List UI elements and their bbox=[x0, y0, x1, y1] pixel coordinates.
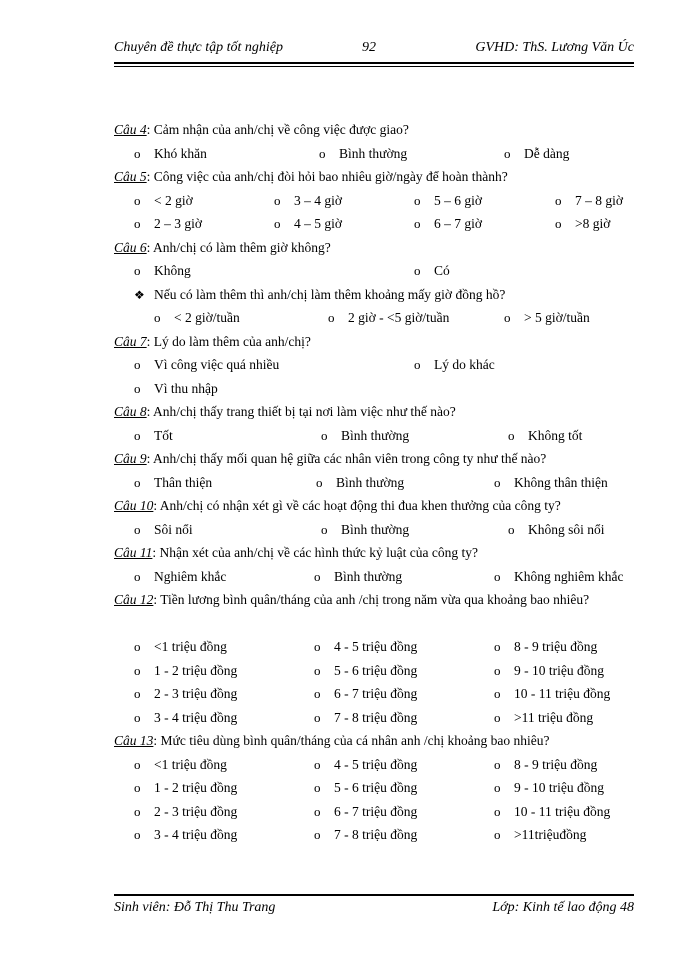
option[interactable]: o Bình thường bbox=[314, 565, 402, 589]
question-label: Câu 9 bbox=[114, 451, 147, 466]
question-label: Câu 8 bbox=[114, 404, 147, 419]
footer-class: Lớp: Kinh tế lao động 48 bbox=[492, 900, 634, 915]
options-row bbox=[114, 682, 634, 706]
option[interactable]: o 2 giờ - <5 giờ/tuần bbox=[328, 306, 449, 330]
option[interactable]: o Nghiêm khắc bbox=[134, 565, 226, 589]
option[interactable]: o 10 - 11 triệu đồng bbox=[494, 682, 610, 706]
radio-bullet-icon: o bbox=[154, 310, 161, 325]
option[interactable]: o 8 - 9 triệu đồng bbox=[494, 635, 597, 659]
option[interactable]: o 2 - 3 triệu đồng bbox=[134, 682, 237, 706]
radio-bullet-icon: o bbox=[494, 827, 501, 842]
radio-bullet-icon: o bbox=[134, 803, 141, 819]
option[interactable]: o 5 - 6 triệu đồng bbox=[314, 659, 417, 683]
radio-bullet-icon: o bbox=[414, 216, 421, 231]
radio-bullet-icon: o bbox=[134, 263, 141, 278]
option[interactable]: o 5 - 6 triệu đồng bbox=[314, 776, 417, 800]
radio-bullet-icon: o bbox=[321, 521, 328, 537]
question-4 bbox=[114, 118, 634, 142]
radio-bullet-icon: o bbox=[134, 216, 141, 231]
option[interactable]: o 3 - 4 triệu đồng bbox=[134, 706, 237, 730]
footer-rule bbox=[114, 894, 634, 896]
option[interactable]: o Khó khăn bbox=[134, 142, 207, 166]
option[interactable]: o 6 - 7 triệu đồng bbox=[314, 682, 417, 706]
radio-bullet-icon: o bbox=[494, 709, 501, 725]
header-rule bbox=[114, 62, 634, 64]
option[interactable]: o Sôi nổi bbox=[134, 518, 193, 542]
options-row bbox=[114, 353, 634, 377]
radio-bullet-icon: o bbox=[494, 639, 501, 654]
question-text: : Lý do làm thêm của anh/chị? bbox=[146, 333, 311, 349]
options-row bbox=[114, 800, 634, 824]
diamond-bullet-icon: ❖ bbox=[134, 287, 145, 302]
options-row bbox=[114, 518, 634, 542]
radio-bullet-icon: o bbox=[134, 145, 141, 161]
option[interactable]: o Bình thường bbox=[321, 424, 409, 448]
radio-bullet-icon: o bbox=[314, 827, 321, 842]
radio-bullet-icon: o bbox=[414, 357, 421, 372]
options-row bbox=[114, 424, 634, 448]
radio-bullet-icon: o bbox=[494, 686, 501, 701]
radio-bullet-icon: o bbox=[321, 427, 328, 443]
radio-bullet-icon: o bbox=[508, 521, 515, 537]
option[interactable]: o >8 giờ bbox=[555, 212, 610, 236]
radio-bullet-icon: o bbox=[134, 662, 141, 678]
radio-bullet-icon: o bbox=[134, 380, 141, 396]
radio-bullet-icon: o bbox=[314, 568, 321, 584]
question-text: : Cảm nhận của anh/chị về công việc được giao? bbox=[146, 122, 409, 137]
questionnaire bbox=[114, 118, 634, 847]
option[interactable]: o <1 triệu đồng bbox=[134, 753, 227, 777]
question-6 bbox=[114, 236, 634, 260]
option[interactable]: o Bình thường bbox=[319, 142, 407, 166]
option[interactable]: o Thân thiện bbox=[134, 471, 212, 495]
options-row bbox=[114, 565, 634, 589]
question-12 bbox=[114, 588, 634, 635]
question-label: Câu 11 bbox=[114, 545, 153, 560]
radio-bullet-icon: o bbox=[134, 474, 141, 490]
question-9 bbox=[114, 447, 634, 471]
options-row bbox=[114, 471, 634, 495]
option[interactable]: o Không nghiêm khắc bbox=[494, 565, 623, 589]
radio-bullet-icon: o bbox=[328, 310, 335, 325]
option[interactable]: o 3 - 4 triệu đồng bbox=[134, 823, 237, 847]
radio-bullet-icon: o bbox=[494, 662, 501, 678]
radio-bullet-icon: o bbox=[134, 686, 141, 701]
options-row bbox=[114, 823, 634, 847]
question-text: : Công việc của anh/chị đòi hỏi bao nhiêu giờ/ngày để hoàn thành? bbox=[146, 169, 508, 184]
radio-bullet-icon: o bbox=[274, 192, 281, 208]
question-label: Câu 5 bbox=[114, 169, 147, 184]
question-text: : Tiền lương bình quân/tháng của anh /chị trong năm vừa qua khoảng bao nhiêu? bbox=[153, 592, 590, 607]
option[interactable]: o 10 - 11 triệu đồng bbox=[494, 800, 610, 824]
radio-bullet-icon: o bbox=[134, 780, 141, 795]
option[interactable]: o 6 - 7 triệu đồng bbox=[314, 800, 417, 824]
option[interactable]: o 2 – 3 giờ bbox=[134, 212, 202, 236]
option[interactable]: o < 2 giờ/tuần bbox=[154, 306, 240, 330]
option[interactable]: o Không thân thiện bbox=[494, 471, 608, 495]
page-header bbox=[114, 40, 634, 62]
option[interactable]: o Dễ dàng bbox=[504, 142, 569, 166]
sub-question-text: Nếu có làm thêm thì anh/chị làm thêm khoảng mấy giờ đồng hồ? bbox=[154, 286, 506, 302]
question-5 bbox=[114, 165, 634, 189]
radio-bullet-icon: o bbox=[414, 263, 421, 278]
question-label: Câu 4 bbox=[114, 122, 147, 137]
radio-bullet-icon: o bbox=[555, 192, 562, 208]
page-number: 92 bbox=[362, 40, 376, 55]
question-7 bbox=[114, 330, 634, 354]
radio-bullet-icon: o bbox=[134, 427, 141, 443]
option[interactable]: o 5 – 6 giờ bbox=[414, 189, 482, 213]
option[interactable]: o 8 - 9 triệu đồng bbox=[494, 753, 597, 777]
option[interactable]: o 9 - 10 triệu đồng bbox=[494, 659, 604, 683]
question-label: Câu 13 bbox=[114, 733, 154, 748]
radio-bullet-icon: o bbox=[508, 427, 515, 443]
option[interactable]: o 3 – 4 giờ bbox=[274, 189, 342, 213]
question-text: : Anh/chị có nhận xét gì về các hoạt động thi đua khen thưởng của công ty? bbox=[153, 498, 561, 513]
radio-bullet-icon: o bbox=[314, 686, 321, 701]
question-text: : Anh/chị thấy mối quan hệ giữa các nhân viên trong công ty như thế nào? bbox=[146, 451, 547, 466]
options-row bbox=[114, 753, 634, 777]
radio-bullet-icon: o bbox=[314, 709, 321, 725]
radio-bullet-icon: o bbox=[274, 216, 281, 231]
radio-bullet-icon: o bbox=[555, 216, 562, 231]
option[interactable]: o Có bbox=[414, 259, 450, 283]
question-label: Câu 7 bbox=[114, 333, 147, 349]
radio-bullet-icon: o bbox=[319, 145, 326, 161]
option[interactable]: o Bình thường bbox=[316, 471, 404, 495]
question-label: Câu 10 bbox=[114, 498, 154, 513]
question-text: : Nhận xét của anh/chị về các hình thức kỷ luật của công ty? bbox=[152, 545, 478, 560]
radio-bullet-icon: o bbox=[134, 568, 141, 584]
option[interactable]: o Bình thường bbox=[321, 518, 409, 542]
question-8 bbox=[114, 400, 634, 424]
option[interactable]: o Không tốt bbox=[508, 424, 582, 448]
option[interactable]: o Lý do khác bbox=[414, 353, 495, 377]
question-13 bbox=[114, 729, 634, 753]
header-rule-thin bbox=[114, 66, 634, 67]
options-row bbox=[114, 659, 634, 683]
question-text: : Anh/chị có làm thêm giờ không? bbox=[146, 239, 331, 255]
question-label: Câu 12 bbox=[114, 592, 154, 607]
question-text: : Anh/chị thấy trang thiết bị tại nơi làm việc như thế nào? bbox=[146, 404, 456, 419]
options-row bbox=[114, 706, 634, 730]
options-row bbox=[114, 189, 634, 213]
radio-bullet-icon: o bbox=[134, 756, 141, 772]
radio-bullet-icon: o bbox=[494, 756, 501, 772]
option[interactable]: o >11triệuđồng bbox=[494, 823, 586, 847]
question-11 bbox=[114, 541, 634, 565]
radio-bullet-icon: o bbox=[494, 474, 501, 490]
question-10 bbox=[114, 494, 634, 518]
radio-bullet-icon: o bbox=[504, 310, 511, 325]
option[interactable]: o Vì công việc quá nhiều bbox=[134, 353, 279, 377]
option[interactable]: o Vì thu nhập bbox=[134, 377, 218, 401]
options-row bbox=[114, 635, 634, 659]
option[interactable]: o 1 - 2 triệu đồng bbox=[134, 776, 237, 800]
option[interactable]: o 9 - 10 triệu đồng bbox=[494, 776, 604, 800]
option[interactable]: o Không sôi nổi bbox=[508, 518, 605, 542]
header-advisor: GVHD: ThS. Lương Văn Úc bbox=[475, 40, 634, 55]
options-row bbox=[114, 377, 634, 401]
option[interactable]: o Tốt bbox=[134, 424, 173, 448]
radio-bullet-icon: o bbox=[504, 145, 511, 161]
option[interactable]: o 1 - 2 triệu đồng bbox=[134, 659, 237, 683]
option[interactable]: o 7 - 8 triệu đồng bbox=[314, 706, 417, 730]
sub-question bbox=[114, 283, 634, 307]
option[interactable]: o 2 - 3 triệu đồng bbox=[134, 800, 237, 824]
question-label: Câu 6 bbox=[114, 239, 147, 255]
option[interactable]: o 7 – 8 giờ bbox=[555, 189, 623, 213]
footer-student: Sinh viên: Đỗ Thị Thu Trang bbox=[114, 900, 276, 915]
radio-bullet-icon: o bbox=[134, 521, 141, 537]
option[interactable]: o >11 triệu đồng bbox=[494, 706, 593, 730]
options-row bbox=[114, 259, 634, 283]
option[interactable]: o 4 – 5 giờ bbox=[274, 212, 342, 236]
radio-bullet-icon: o bbox=[134, 639, 141, 654]
radio-bullet-icon: o bbox=[414, 192, 421, 208]
option[interactable]: o 4 - 5 triệu đồng bbox=[314, 753, 417, 777]
options-row bbox=[114, 212, 634, 236]
option[interactable]: o > 5 giờ/tuần bbox=[504, 306, 590, 330]
option[interactable]: o < 2 giờ bbox=[134, 189, 193, 213]
radio-bullet-icon: o bbox=[314, 780, 321, 795]
radio-bullet-icon: o bbox=[134, 827, 141, 842]
question-text: : Mức tiêu dùng bình quân/tháng của cá nhân anh /chị khoảng bao nhiêu? bbox=[153, 733, 550, 748]
option[interactable]: o 6 – 7 giờ bbox=[414, 212, 482, 236]
radio-bullet-icon: o bbox=[134, 357, 141, 372]
radio-bullet-icon: o bbox=[494, 803, 501, 819]
option[interactable]: o 4 - 5 triệu đồng bbox=[314, 635, 417, 659]
page-footer bbox=[114, 900, 634, 922]
radio-bullet-icon: o bbox=[316, 474, 323, 490]
options-row bbox=[114, 142, 634, 166]
radio-bullet-icon: o bbox=[314, 803, 321, 819]
options-row bbox=[114, 776, 634, 800]
header-title: Chuyên đề thực tập tốt nghiệp bbox=[114, 40, 283, 55]
radio-bullet-icon: o bbox=[314, 756, 321, 772]
option[interactable]: o <1 triệu đồng bbox=[134, 635, 227, 659]
options-row bbox=[114, 306, 634, 330]
radio-bullet-icon: o bbox=[314, 662, 321, 678]
radio-bullet-icon: o bbox=[494, 780, 501, 795]
radio-bullet-icon: o bbox=[134, 192, 141, 208]
radio-bullet-icon: o bbox=[494, 568, 501, 584]
radio-bullet-icon: o bbox=[134, 709, 141, 725]
option[interactable]: o 7 - 8 triệu đồng bbox=[314, 823, 417, 847]
option[interactable]: o Không bbox=[134, 259, 191, 283]
radio-bullet-icon: o bbox=[314, 639, 321, 654]
